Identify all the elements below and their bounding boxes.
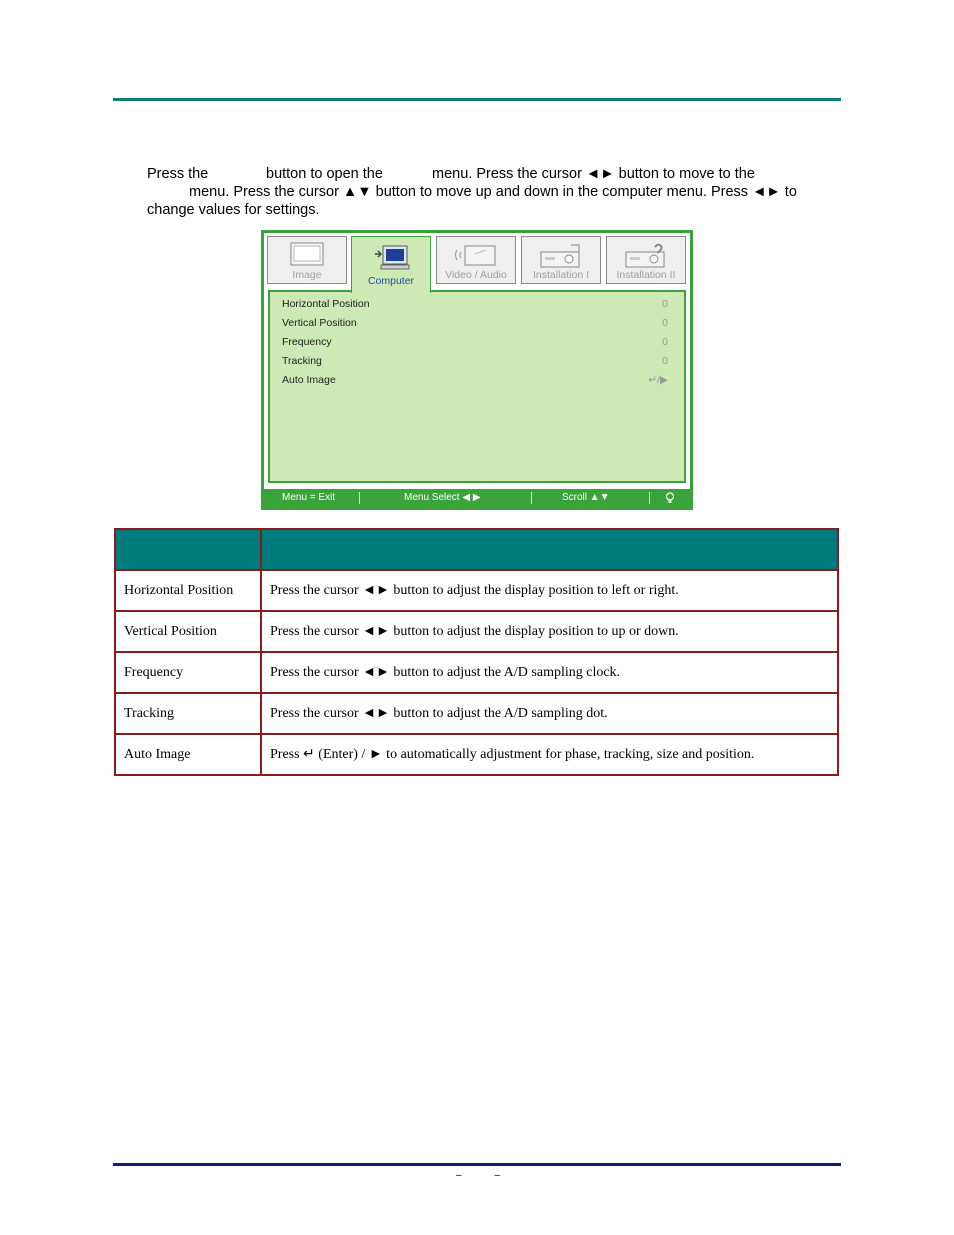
table-header-cell [115,529,261,570]
table-row [115,652,838,693]
menu-item-auto-image[interactable] [282,372,668,391]
menu-item-label: Vertical Position [282,317,357,329]
tab-label: Computer [367,275,415,287]
intro-line-3 [147,201,837,219]
osd-menu-screenshot [261,230,693,510]
tab-computer[interactable] [351,236,431,293]
scroll-hint: Scroll ▲▼ [562,492,610,503]
menu-select-hint: Menu Select ◀ ▶ [404,492,481,503]
page-number-left: – [456,1170,462,1181]
menu-item-horizontal-position[interactable] [282,296,668,315]
status-divider [531,492,532,504]
enter-right-icon: ↵/▶ [648,374,668,386]
tab-installation-ii[interactable] [606,236,686,284]
intro-text: button to open the [266,166,383,182]
tab-image[interactable] [267,236,347,284]
page-number [456,1170,500,1181]
header-rule [113,98,841,101]
table-item-cell: Frequency [115,652,261,693]
intro-line-1 [147,165,837,183]
computer-settings-table [114,528,839,776]
menu-item-value: 0 [662,355,668,367]
tab-label: Installation II [616,269,676,281]
table-item-cell: Horizontal Position [115,570,261,611]
tab-label: Image [292,269,322,281]
page-number-right: – [494,1170,500,1181]
table-desc-cell: Press the cursor ◄► button to adjust the display position to up or down. [261,611,838,652]
menu-item-value: 0 [662,298,668,310]
computer-tab-icon [372,242,410,272]
menu-item-tracking[interactable] [282,353,668,372]
tab-installation-i[interactable] [521,236,601,284]
menu-exit-hint: Menu = Exit [282,492,336,503]
table-row [115,611,838,652]
intro-text: menu. Press the cursor ◄► button to move to the [432,166,755,182]
status-divider [649,492,650,504]
bulb-icon [665,492,675,504]
menu-item-value: 0 [662,317,668,329]
menu-item-label: Frequency [282,336,332,348]
table-row [115,570,838,611]
menu-item-label: Tracking [282,355,322,367]
tab-label: Installation I [532,269,590,281]
menu-item-value: 0 [662,336,668,348]
menu-item-label: Horizontal Position [282,298,370,310]
computer-menu-panel [268,290,686,483]
table-item-cell: Auto Image [115,734,261,775]
table-desc-cell: Press ↵ (Enter) / ► to automatically adjustment for phase, tracking, size and position. [261,734,838,775]
intro-text: change values for settings. [147,202,320,218]
table-item-cell: Vertical Position [115,611,261,652]
table-row [115,734,838,775]
tab-video-audio[interactable] [436,236,516,284]
image-tab-icon [290,242,324,268]
table-desc-cell: Press the cursor ◄► button to adjust the display position to left or right. [261,570,838,611]
table-desc-cell: Press the cursor ◄► button to adjust the A/D sampling clock. [261,652,838,693]
tab-label: Video / Audio [445,269,507,281]
menu-item-frequency[interactable] [282,334,668,353]
table-header-row [115,529,838,570]
menu-item-vertical-position[interactable] [282,315,668,334]
intro-line-2 [147,183,837,201]
footer-rule [113,1163,841,1166]
installation-tab-icon [538,242,584,270]
intro-paragraph [147,165,837,219]
intro-text: menu. Press the cursor ▲▼ button to move up and down in the computer menu. Press ◄► to [189,184,797,200]
table-row [115,693,838,734]
intro-text: Press the [147,166,209,182]
installation-ii-tab-icon [623,242,669,270]
table-header-cell [261,529,838,570]
menu-item-label: Auto Image [282,374,336,386]
status-divider [359,492,360,504]
osd-inner [264,233,690,507]
video-audio-tab-icon [453,242,499,268]
table-desc-cell: Press the cursor ◄► button to adjust the A/D sampling dot. [261,693,838,734]
osd-status-bar [264,489,690,507]
table-item-cell: Tracking [115,693,261,734]
